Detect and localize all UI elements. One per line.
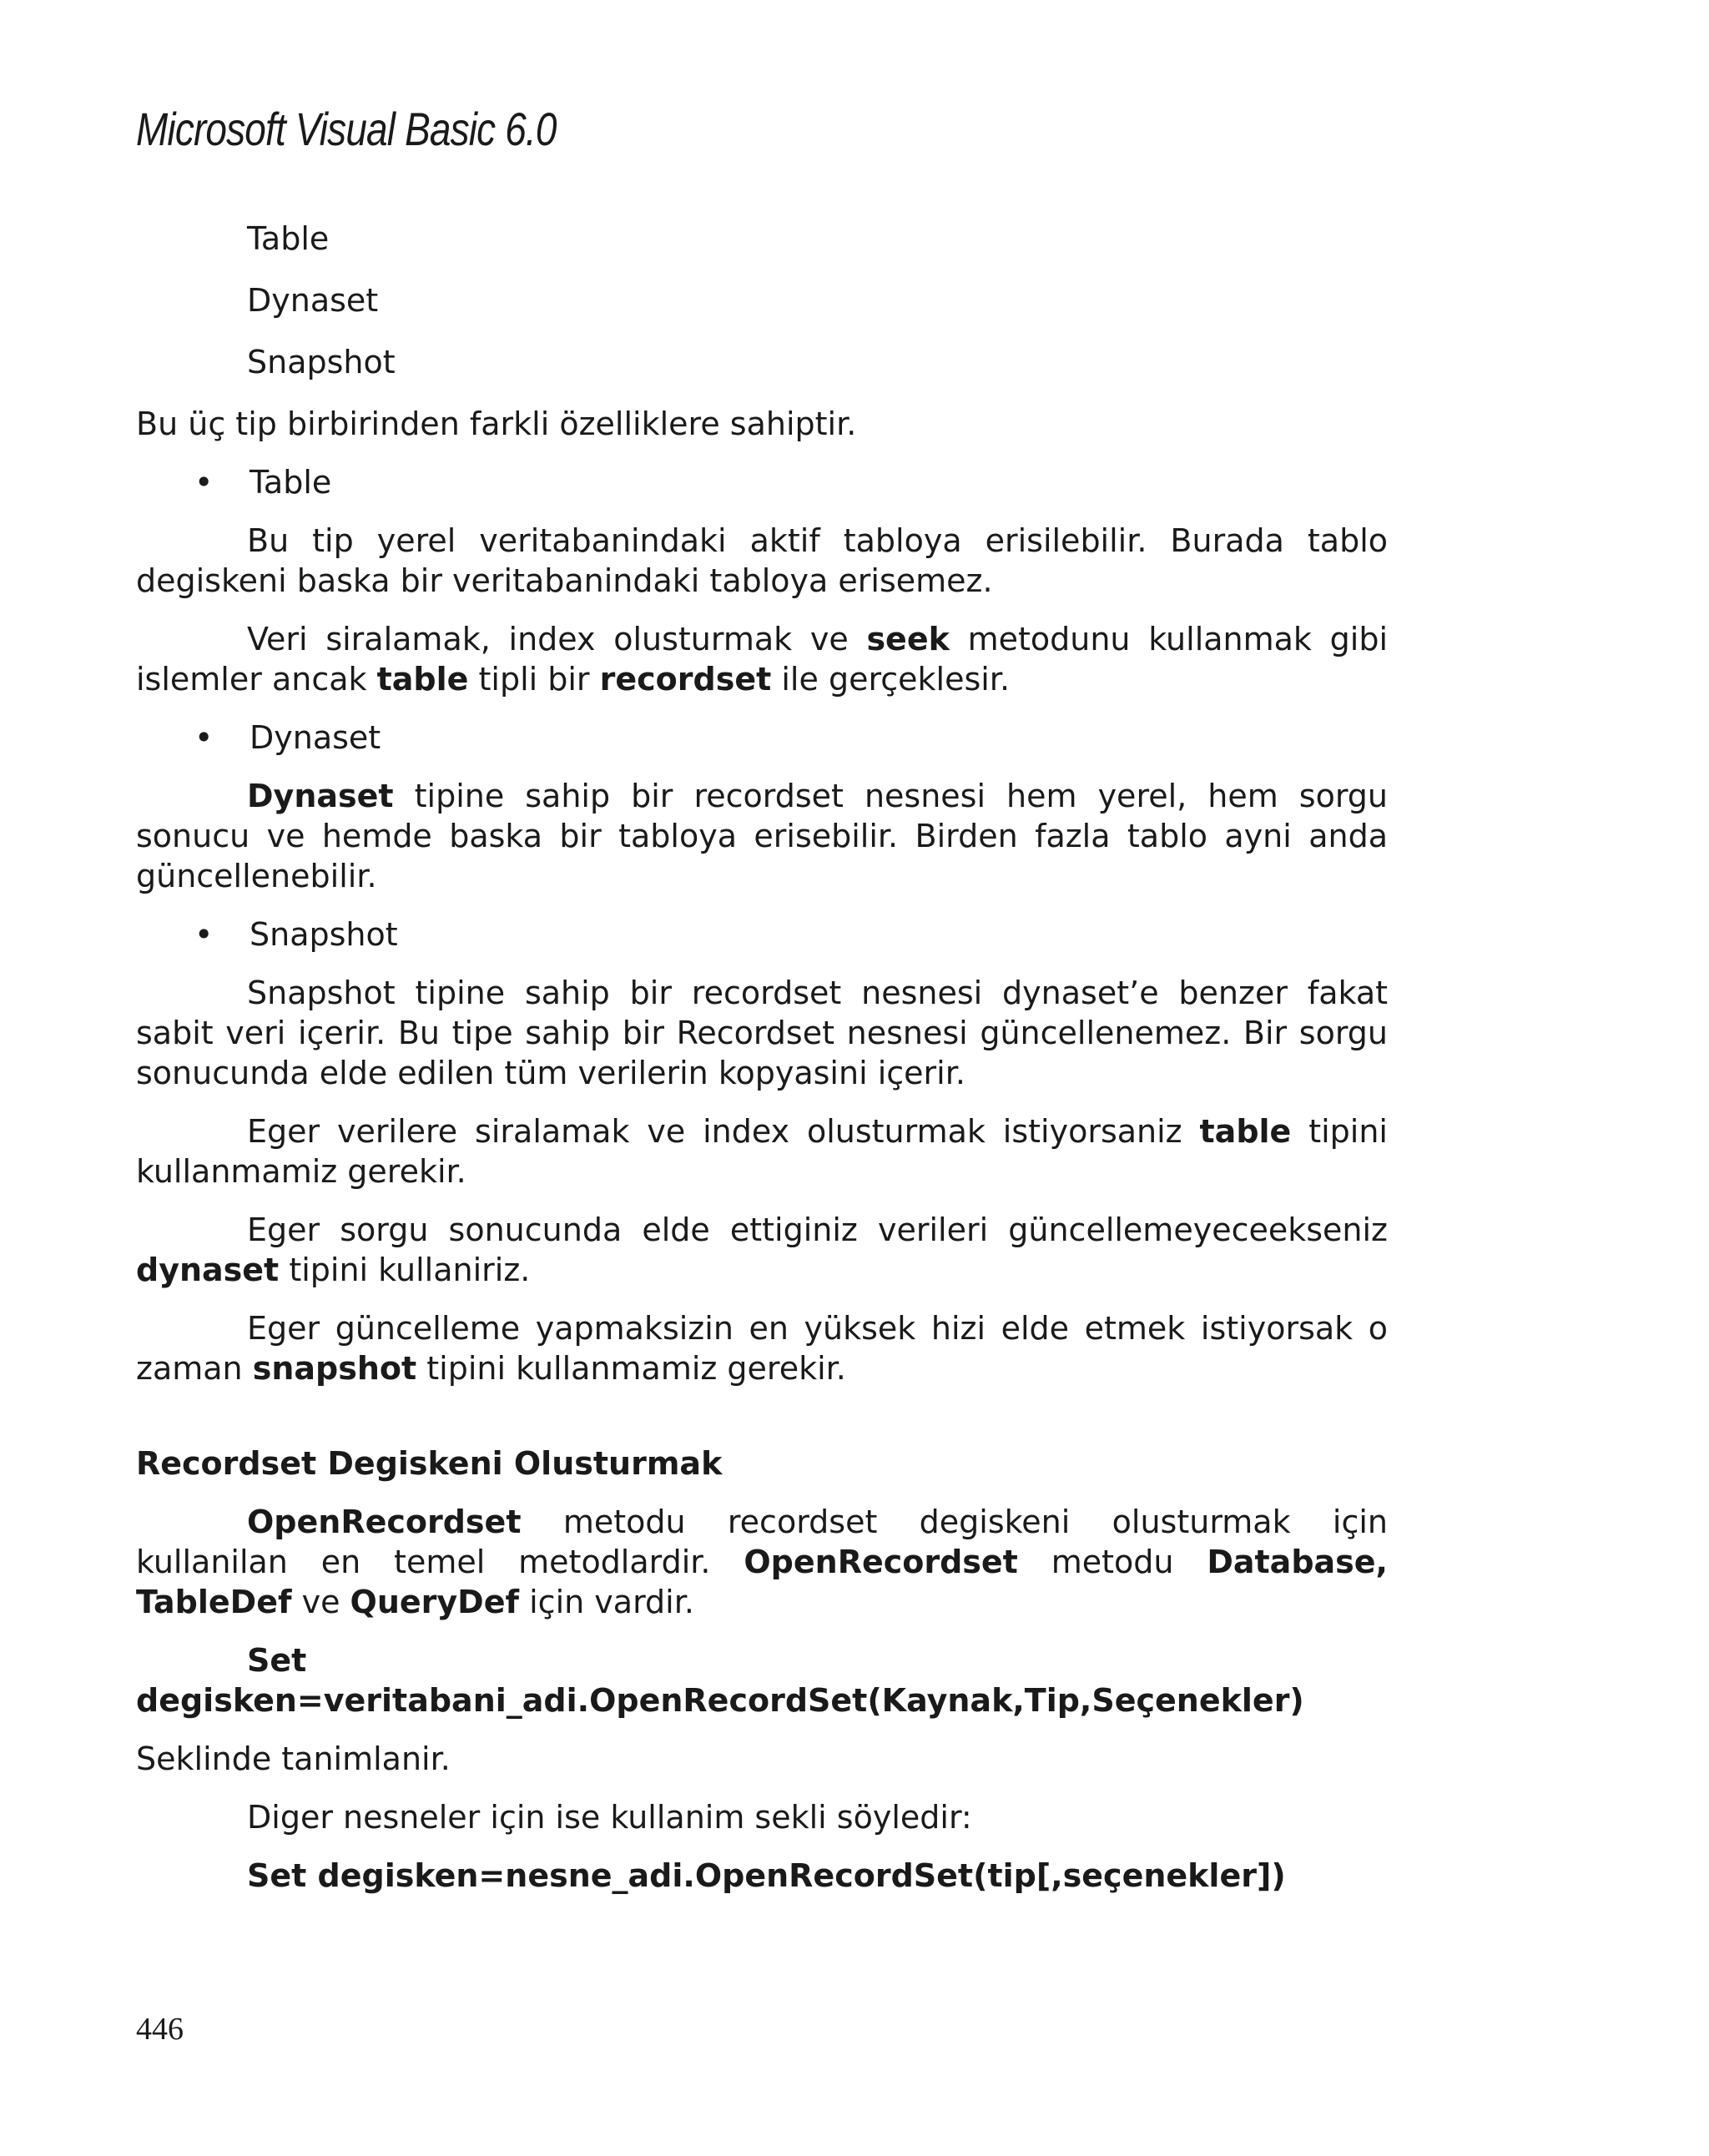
bullet-table bbox=[194, 462, 1388, 502]
bullet-dot-icon: • bbox=[194, 916, 214, 953]
table-paragraph-2: Veri siralamak, index olusturmak ve seek metodunu kullanmak gibi islemler ancak table tipli bir recordset ile gerçeklesir. bbox=[136, 621, 1388, 698]
snapshot-paragraph-3: Eger sorgu sonucunda elde ettiginiz verileri güncellemeyeceekseniz dynaset tipini kullaniriz. bbox=[136, 1211, 1388, 1288]
bullet-label: Table bbox=[250, 464, 332, 501]
code-syntax-1: Set degisken=veritabani_adi.OpenRecordSet(Kaynak,Tip,Seçenekler) bbox=[136, 1642, 1304, 1719]
recordset-paragraph-2: Seklinde tanimlanir. bbox=[136, 1740, 451, 1777]
section-heading: Recordset Degiskeni Olusturmak bbox=[136, 1445, 723, 1482]
bullet-snapshot bbox=[194, 914, 1388, 955]
snapshot-paragraph-1: Snapshot tipine sahip bir recordset nesnesi dynaset’e benzer fakat sabit veri içerir. Bu tipe sahip bir Recordset nesnesi güncellenemez. Bir sorgu sonucunda elde edilen tüm verilerin kopyasini içerir. bbox=[136, 975, 1388, 1091]
snapshot-paragraph-4: Eger güncelleme yapmaksizin en yüksek hizi elde etmek istiyorsak o zaman snapshot tipini kullanmamiz gerekir. bbox=[136, 1310, 1388, 1387]
type-item-snapshot: Snapshot bbox=[247, 344, 396, 380]
code-syntax-2: Set degisken=nesne_adi.OpenRecordSet(tip[,seçenekler]) bbox=[247, 1857, 1286, 1894]
snapshot-paragraph-2: Eger verilere siralamak ve index olusturmak istiyorsaniz table tipini kullanmamiz gerekir. bbox=[136, 1113, 1388, 1190]
page-number: 446 bbox=[136, 2012, 184, 2047]
type-item-dynaset: Dynaset bbox=[247, 282, 379, 319]
intro-paragraph: Bu üç tip birbirinden farkli özelliklere sahiptir. bbox=[136, 406, 857, 442]
dynaset-paragraph: Dynaset tipine sahip bir recordset nesnesi hem yerel, hem sorgu sonucu ve hemde baska bir tabloya erisebilir. Birden fazla tablo ayni anda güncellenebilir. bbox=[136, 778, 1388, 894]
bullet-dot-icon: • bbox=[194, 719, 214, 756]
running-head-title: Microsoft Visual Basic 6.0 bbox=[136, 103, 557, 155]
bullet-dynaset bbox=[194, 718, 1388, 758]
table-paragraph-1: Bu tip yerel veritabanindaki aktif tabloya erisilebilir. Burada tablo degiskeni baska bir veritabanindaki tabloya erisemez. bbox=[136, 522, 1388, 599]
bullet-label: Dynaset bbox=[250, 719, 381, 756]
recordset-paragraph-1: OpenRecordset metodu recordset degiskeni olusturmak için kullanilan en temel metodlardir. OpenRecordset metodu Database, TableDef ve QueryDef için vardir. bbox=[136, 1504, 1388, 1620]
recordset-paragraph-3: Diger nesneler için ise kullanim sekli söyledir: bbox=[247, 1799, 972, 1836]
bullet-label: Snapshot bbox=[250, 916, 398, 953]
bullet-dot-icon: • bbox=[194, 464, 214, 501]
type-item-table: Table bbox=[247, 220, 330, 257]
page-body bbox=[136, 219, 1388, 1914]
